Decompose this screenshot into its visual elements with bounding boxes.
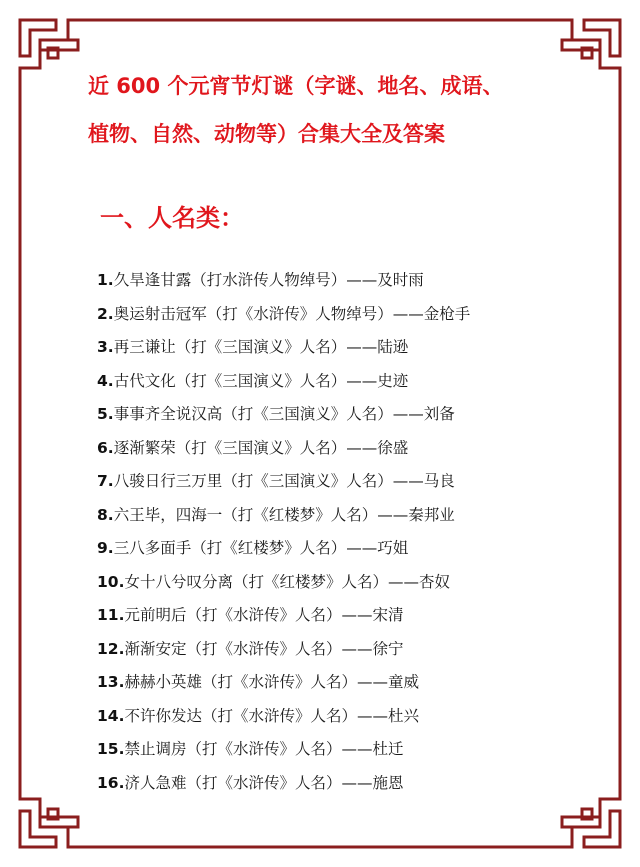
riddle-item <box>97 599 470 633</box>
riddle-text: 不许你发达（打《水浒传》人名）——杜兴 <box>124 706 419 725</box>
riddle-item <box>97 331 470 365</box>
title-line-2: 植物、自然、动物等）合集大全及答案 <box>88 122 445 146</box>
riddle-text: 八骏日行三万里（打《三国演义》人名）——马良 <box>113 472 455 490</box>
riddle-number: 13. <box>97 673 125 691</box>
riddle-item <box>97 298 470 332</box>
riddle-item <box>97 566 470 600</box>
riddle-number: 6. <box>97 438 114 457</box>
riddle-item <box>97 532 470 566</box>
title-line-1: 近 600 个元宵节灯谜（字谜、地名、成语、 <box>88 74 504 98</box>
riddle-number: 1. <box>97 271 114 289</box>
riddle-text: 赫赫小英雄（打《水浒传》人名）——童威 <box>124 673 419 691</box>
riddle-text: 渐渐安定（打《水浒传》人名）——徐宁 <box>124 639 404 658</box>
riddle-text: 古代文化（打《三国演义》人名）——史迹 <box>113 371 409 390</box>
riddle-number: 4. <box>97 371 114 390</box>
riddle-item <box>97 432 470 466</box>
riddle-list <box>97 264 470 800</box>
riddle-number: 14. <box>97 706 125 725</box>
riddle-item <box>97 499 470 533</box>
riddle-number: 15. <box>97 740 125 758</box>
riddle-number: 12. <box>97 639 125 658</box>
riddle-item <box>97 700 470 734</box>
riddle-text: 女十八兮叹分离（打《红楼梦》人名）——杏奴 <box>124 572 450 591</box>
riddle-item <box>97 767 470 801</box>
riddle-item <box>97 398 470 432</box>
riddle-number: 11. <box>97 606 125 624</box>
riddle-text: 再三谦让（打《三国演义》人名）——陆逊 <box>113 338 409 356</box>
riddle-text: 久旱逢甘露（打水浒传人物绰号）——及时雨 <box>113 271 424 289</box>
riddle-number: 5. <box>97 405 114 423</box>
riddle-text: 奥运射击冠军（打《水浒传》人物绰号）——金枪手 <box>113 304 471 323</box>
riddle-number: 16. <box>97 773 125 792</box>
section-heading: 一、人名类： <box>100 204 244 232</box>
riddle-item <box>97 465 470 499</box>
riddle-item <box>97 365 470 399</box>
riddle-number: 9. <box>97 539 114 557</box>
riddle-item <box>97 733 470 767</box>
riddle-item <box>97 666 470 700</box>
riddle-number: 10. <box>97 572 125 591</box>
riddle-number: 7. <box>97 472 114 490</box>
riddle-text: 事事齐全说汉高（打《三国演义》人名）——刘备 <box>113 405 455 423</box>
riddle-text: 六王毕，四海一（打《红楼梦》人名）——秦邦业 <box>113 505 455 524</box>
riddle-item <box>97 633 470 667</box>
riddle-text: 三八多面手（打《红楼梦》人名）——巧姐 <box>113 539 409 557</box>
riddle-item <box>97 264 470 298</box>
riddle-number: 2. <box>97 304 114 323</box>
riddle-text: 济人急难（打《水浒传》人名）——施恩 <box>124 773 404 792</box>
riddle-text: 逐渐繁荣（打《三国演义》人名）——徐盛 <box>113 438 409 457</box>
riddle-text: 元前明后（打《水浒传》人名）——宋清 <box>124 606 404 624</box>
riddle-text: 禁止调房（打《水浒传》人名）——杜迁 <box>124 740 404 758</box>
riddle-number: 8. <box>97 505 114 524</box>
riddle-number: 3. <box>97 338 114 356</box>
